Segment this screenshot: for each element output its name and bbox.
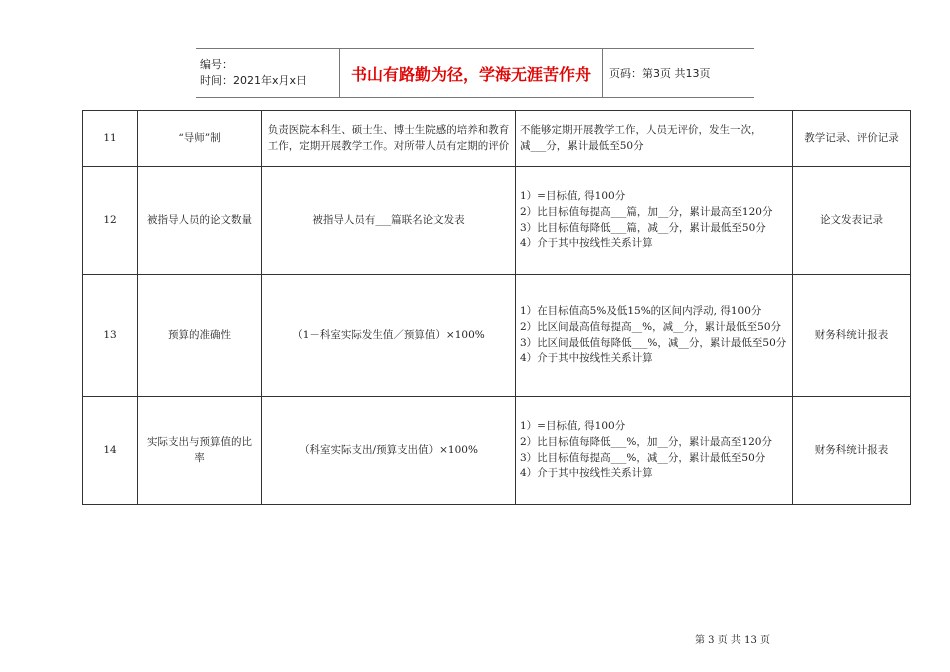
scoring-standard bbox=[516, 111, 793, 167]
header-left bbox=[196, 49, 339, 97]
footer-page-number: 第 3 页 共 13 页 bbox=[695, 635, 770, 646]
standard-line: 1）在目标值高5%及低15%的区间内浮动, 得100分 bbox=[520, 305, 762, 318]
standard-line: 3）比目标值每提高___%，减__分，累计最低至50分 bbox=[520, 451, 766, 464]
indicator-table bbox=[82, 110, 911, 505]
header-motto bbox=[339, 49, 603, 97]
standard-line: 4）介于其中按线性关系计算 bbox=[520, 467, 653, 480]
standard-line: 1）=目标值, 得100分 bbox=[520, 420, 626, 433]
row-number: 11 bbox=[83, 111, 138, 167]
page-footer bbox=[695, 631, 770, 646]
indicator-definition: 负责医院本科生、硕士生、博士生院感的培养和教育工作，定期开展教学工作。对所带人员有定期的评价 bbox=[262, 111, 516, 167]
standard-line: 不能够定期开展教学工作，人员无评价，发生一次， bbox=[520, 123, 762, 136]
standard-line: 减___分，累计最低至50分 bbox=[520, 139, 644, 152]
standard-line: 2）比目标值每降低___%，加__分，累计最高至120分 bbox=[520, 435, 772, 448]
table-row bbox=[83, 397, 911, 505]
document-time-label: 时间：2021年x月x日 bbox=[200, 74, 308, 87]
standard-line: 3）比区间最低值每降低___%，减__分，累计最低至50分 bbox=[520, 336, 787, 349]
indicator-name: “导师”制 bbox=[138, 111, 262, 167]
data-source: 财务科统计报表 bbox=[793, 397, 911, 505]
indicator-name: 被指导人员的论文数量 bbox=[138, 167, 262, 275]
standard-line: 2）比目标值每提高___篇，加__分，累计最高至120分 bbox=[520, 205, 773, 218]
scoring-standard bbox=[516, 275, 793, 397]
page-count-label: 页码：第3页 共13页 bbox=[609, 67, 711, 80]
indicator-name: 实际支出与预算值的比率 bbox=[138, 397, 262, 505]
standard-line: 4）介于其中按线性关系计算 bbox=[520, 237, 653, 250]
table-row bbox=[83, 111, 911, 167]
data-source: 论文发表记录 bbox=[793, 167, 911, 275]
indicator-definition: （1－科室实际发生值／预算值）×100% bbox=[262, 275, 516, 397]
row-number: 14 bbox=[83, 397, 138, 505]
page-header bbox=[196, 48, 754, 98]
indicator-name: 预算的准确性 bbox=[138, 275, 262, 397]
table-row bbox=[83, 275, 911, 397]
indicator-definition: 被指导人员有___篇联名论文发表 bbox=[262, 167, 516, 275]
scoring-standard bbox=[516, 167, 793, 275]
standard-line: 2）比区间最高值每提高__%，减__分，累计最低至50分 bbox=[520, 320, 782, 333]
table-row bbox=[83, 167, 911, 275]
row-number: 13 bbox=[83, 275, 138, 397]
header-page-info bbox=[603, 49, 754, 97]
standard-line: 4）介于其中按线性关系计算 bbox=[520, 352, 653, 365]
indicator-definition: （科室实际支出/预算支出值）×100% bbox=[262, 397, 516, 505]
row-number: 12 bbox=[83, 167, 138, 275]
standard-line: 1）=目标值, 得100分 bbox=[520, 190, 626, 203]
data-source: 财务科统计报表 bbox=[793, 275, 911, 397]
data-source: 教学记录、评价记录 bbox=[793, 111, 911, 167]
scoring-standard bbox=[516, 397, 793, 505]
motto-text: 书山有路勤为径，学海无涯苦作舟 bbox=[350, 64, 591, 84]
document-number-label: 编号： bbox=[200, 58, 233, 71]
standard-line: 3）比目标值每降低___篇，减__分，累计最低至50分 bbox=[520, 221, 766, 234]
